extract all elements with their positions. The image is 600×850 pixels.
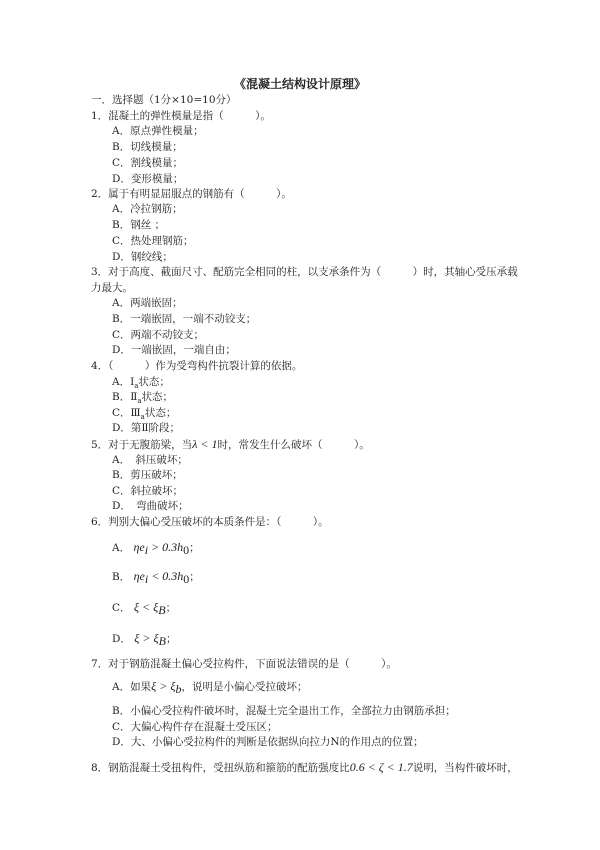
option: A．如果$\xi > \xi_b$，说明是小偏心受拉破坏；: [112, 679, 308, 697]
option: B．剪压破坏；: [112, 469, 183, 481]
question-1: 1．混凝土的弹性模量是指（ ）。: [91, 110, 271, 122]
option: A．$Ⅰ_a$状态；: [112, 376, 170, 391]
option: A．原点弹性模量；: [112, 125, 204, 137]
option: B．切线模量；: [112, 141, 183, 153]
question-3-continued: 力最大。: [91, 282, 133, 294]
option: B．钢丝 ；: [112, 219, 166, 231]
option: B． $\eta e_i < 0.3h_0$；: [112, 569, 200, 587]
option: B．小偏心受拉构件破坏时，混凝土完全退出工作，全部拉力由钢筋承担；: [112, 705, 456, 717]
option: C．割线模量；: [112, 157, 184, 169]
option: D． 弯曲破坏；: [112, 500, 189, 512]
document-title: 《混凝土结构设计原理》: [233, 77, 366, 91]
option: D． $\xi > \xi_B$；: [112, 631, 177, 649]
question-8: 8．钢筋混凝土受扭构件，受扭纵筋和箍筋的配筋强度比0.6 < ζ < 1.7说明，当构件破坏时，: [91, 760, 518, 774]
question-3: 3．对于高度、截面尺寸、配筋完全相同的柱，以支承条件为（ ）时，其轴心受压承载: [91, 266, 518, 278]
option: C．斜拉破坏；: [112, 485, 184, 497]
option: D．大、小偏心受拉构件的判断是依据纵向拉力N的作用点的位置；: [112, 736, 424, 748]
option: D．一端嵌固，一端自由；: [112, 344, 236, 356]
option: A． $\eta e_i > 0.3h_0$；: [112, 540, 200, 558]
option: B．$Ⅱ_a$状态；: [112, 391, 174, 406]
option: C．大偏心构件存在混凝土受压区；: [112, 721, 278, 733]
question-7: 7．对于钢筋混凝土偏心受拉构件，下面说法错误的是（ ）。: [91, 658, 397, 670]
option: A． 斜压破坏；: [112, 454, 188, 466]
option: C．$Ⅲ_a$状态；: [112, 407, 177, 422]
option: A．冷拉钢筋；: [112, 203, 183, 215]
option: D．钢绞线；: [112, 251, 173, 263]
option: D．变形模量；: [112, 173, 184, 185]
option: B．一端嵌固，一端不动铰支；: [112, 313, 257, 325]
question-5: 5．对于无腹筋梁，当λ < 1时，常发生什么破坏（ ）。: [91, 437, 370, 451]
question-2: 2．属于有明显屈服点的钢筋有（ ）。: [91, 188, 292, 200]
option: D．第Ⅱ阶段；: [112, 422, 181, 434]
question-6: 6．判别大偏心受压破坏的本质条件是：（ ）。: [91, 516, 329, 528]
option: C．两端不动铰支；: [112, 329, 205, 341]
question-4: 4．（ ）作为受弯构件抗裂计算的依据。: [91, 360, 303, 372]
option: A．两端嵌固；: [112, 297, 183, 309]
option: C． $\xi < \xi_B$；: [112, 600, 177, 618]
section-heading: 一．选择题（1分×10=10分）: [91, 94, 237, 106]
option: C．热处理钢筋；: [112, 235, 194, 247]
